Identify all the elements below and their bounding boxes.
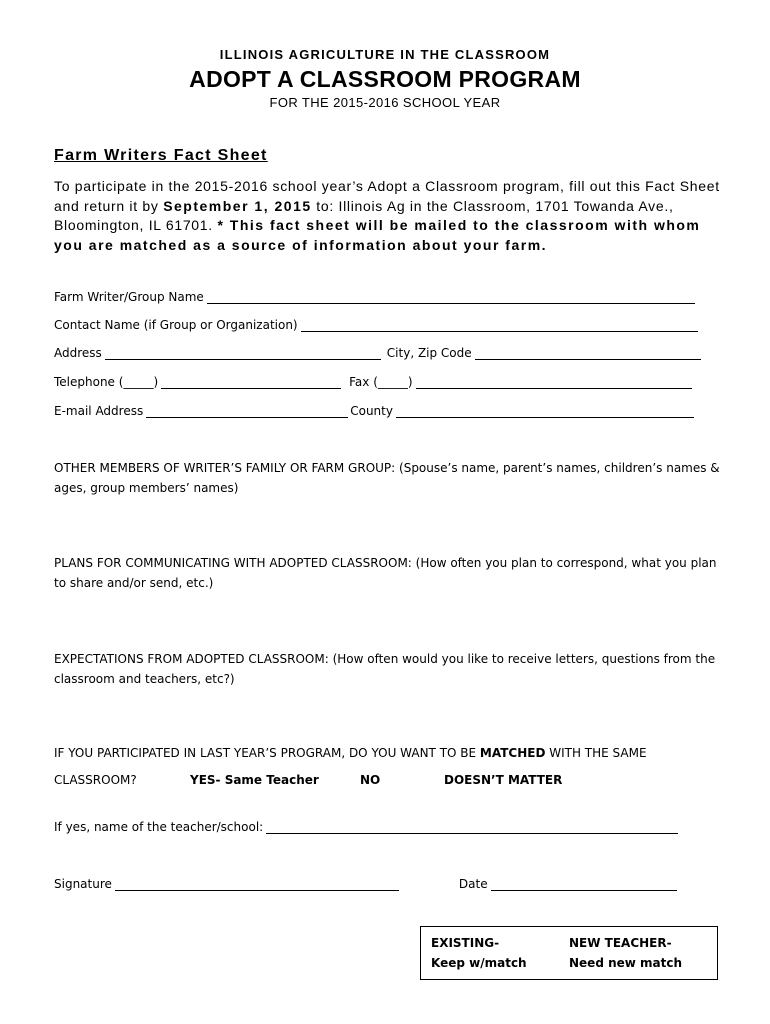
intro-text-1: To participate in the 2015-2016 school year’s Adopt a Classroom program, fill out this Fact Sheet and return it by <box>54 178 720 214</box>
choice-doesnt-matter[interactable]: DOESN’T MATTER <box>444 773 563 787</box>
county-label: County <box>350 404 393 418</box>
program-title: ADOPT A CLASSROOM PROGRAM <box>189 66 581 92</box>
deadline: September 1, 2015 <box>163 197 312 214</box>
need-new-match-label: Need new match <box>569 956 683 970</box>
matched-word: MATCHED <box>479 746 546 760</box>
date-label: Date <box>458 877 488 891</box>
mail-note: * This fact sheet will be mailed to the classroom with whom you are matched as a source of information about your farm. <box>54 217 701 253</box>
address-row <box>54 346 714 360</box>
address-label: Address <box>54 346 102 360</box>
county-field[interactable] <box>396 405 694 418</box>
fax-field[interactable] <box>416 376 692 389</box>
phone-row <box>54 375 714 389</box>
sheet-title: Farm Writers Fact Sheet <box>54 147 268 164</box>
classroom-label: CLASSROOM? <box>54 773 137 787</box>
writer-name-field[interactable] <box>207 291 695 304</box>
signature-label: Signature <box>54 877 112 891</box>
telephone-field[interactable] <box>161 376 341 389</box>
address-field[interactable] <box>105 347 381 360</box>
keep-match-label: Keep w/match <box>431 956 527 970</box>
email-field[interactable] <box>146 405 348 418</box>
telephone-label: Telephone (_____) <box>54 375 159 389</box>
other-members-question: OTHER MEMBERS OF WRITER’S FAMILY OR FARM GROUP: (Spouse’s name, parent’s names, children’s names & ages, group members’ names) <box>54 461 720 495</box>
signature-field[interactable] <box>115 878 399 891</box>
teacher-school-label: If yes, name of the teacher/school: <box>54 820 264 834</box>
new-teacher-label: NEW TEACHER- <box>569 936 672 950</box>
city-zip-field[interactable] <box>475 347 701 360</box>
participated-text-2: WITH THE SAME <box>545 746 647 760</box>
participated-question <box>54 744 724 764</box>
teacher-school-field[interactable] <box>266 821 678 834</box>
email-row <box>54 404 714 418</box>
org-header: ILLINOIS AGRICULTURE IN THE CLASSROOM <box>219 47 551 62</box>
participated-text-1: IF YOU PARTICIPATED IN LAST YEAR’S PROGRAM, DO YOU WANT TO BE <box>54 746 480 760</box>
office-use-box <box>420 926 718 980</box>
contact-name-row <box>54 318 714 332</box>
writer-name-row <box>54 290 714 304</box>
email-label: E-mail Address <box>54 404 144 418</box>
school-year: FOR THE 2015-2016 SCHOOL YEAR <box>269 95 501 110</box>
city-zip-label: City, Zip Code <box>386 346 472 360</box>
writer-name-label: Farm Writer/Group Name <box>54 290 204 304</box>
fax-label: Fax (_____) <box>349 375 413 389</box>
contact-name-field[interactable] <box>301 319 698 332</box>
plans-question: PLANS FOR COMMUNICATING WITH ADOPTED CLASSROOM: (How often you plan to correspond, what you plan to share and/or send, etc.) <box>54 556 717 590</box>
date-field[interactable] <box>491 878 677 891</box>
existing-column <box>431 933 527 973</box>
choice-yes[interactable]: YES- Same Teacher <box>190 773 319 787</box>
expectations-question: EXPECTATIONS FROM ADOPTED CLASSROOM: (How often would you like to receive letters, questions from the classroom and teachers, etc?) <box>54 652 716 686</box>
contact-name-label: Contact Name (if Group or Organization) <box>54 318 298 332</box>
signature-row <box>54 877 714 891</box>
intro-text-2: to: Illinois Ag in the Classroom, 1701 Towanda Ave., Bloomington, IL 61701. <box>54 197 674 233</box>
new-teacher-column <box>569 933 682 973</box>
choice-no[interactable]: NO <box>360 773 381 787</box>
teacher-school-row <box>54 820 714 834</box>
existing-label: EXISTING- <box>431 936 500 950</box>
intro-paragraph <box>54 177 724 255</box>
